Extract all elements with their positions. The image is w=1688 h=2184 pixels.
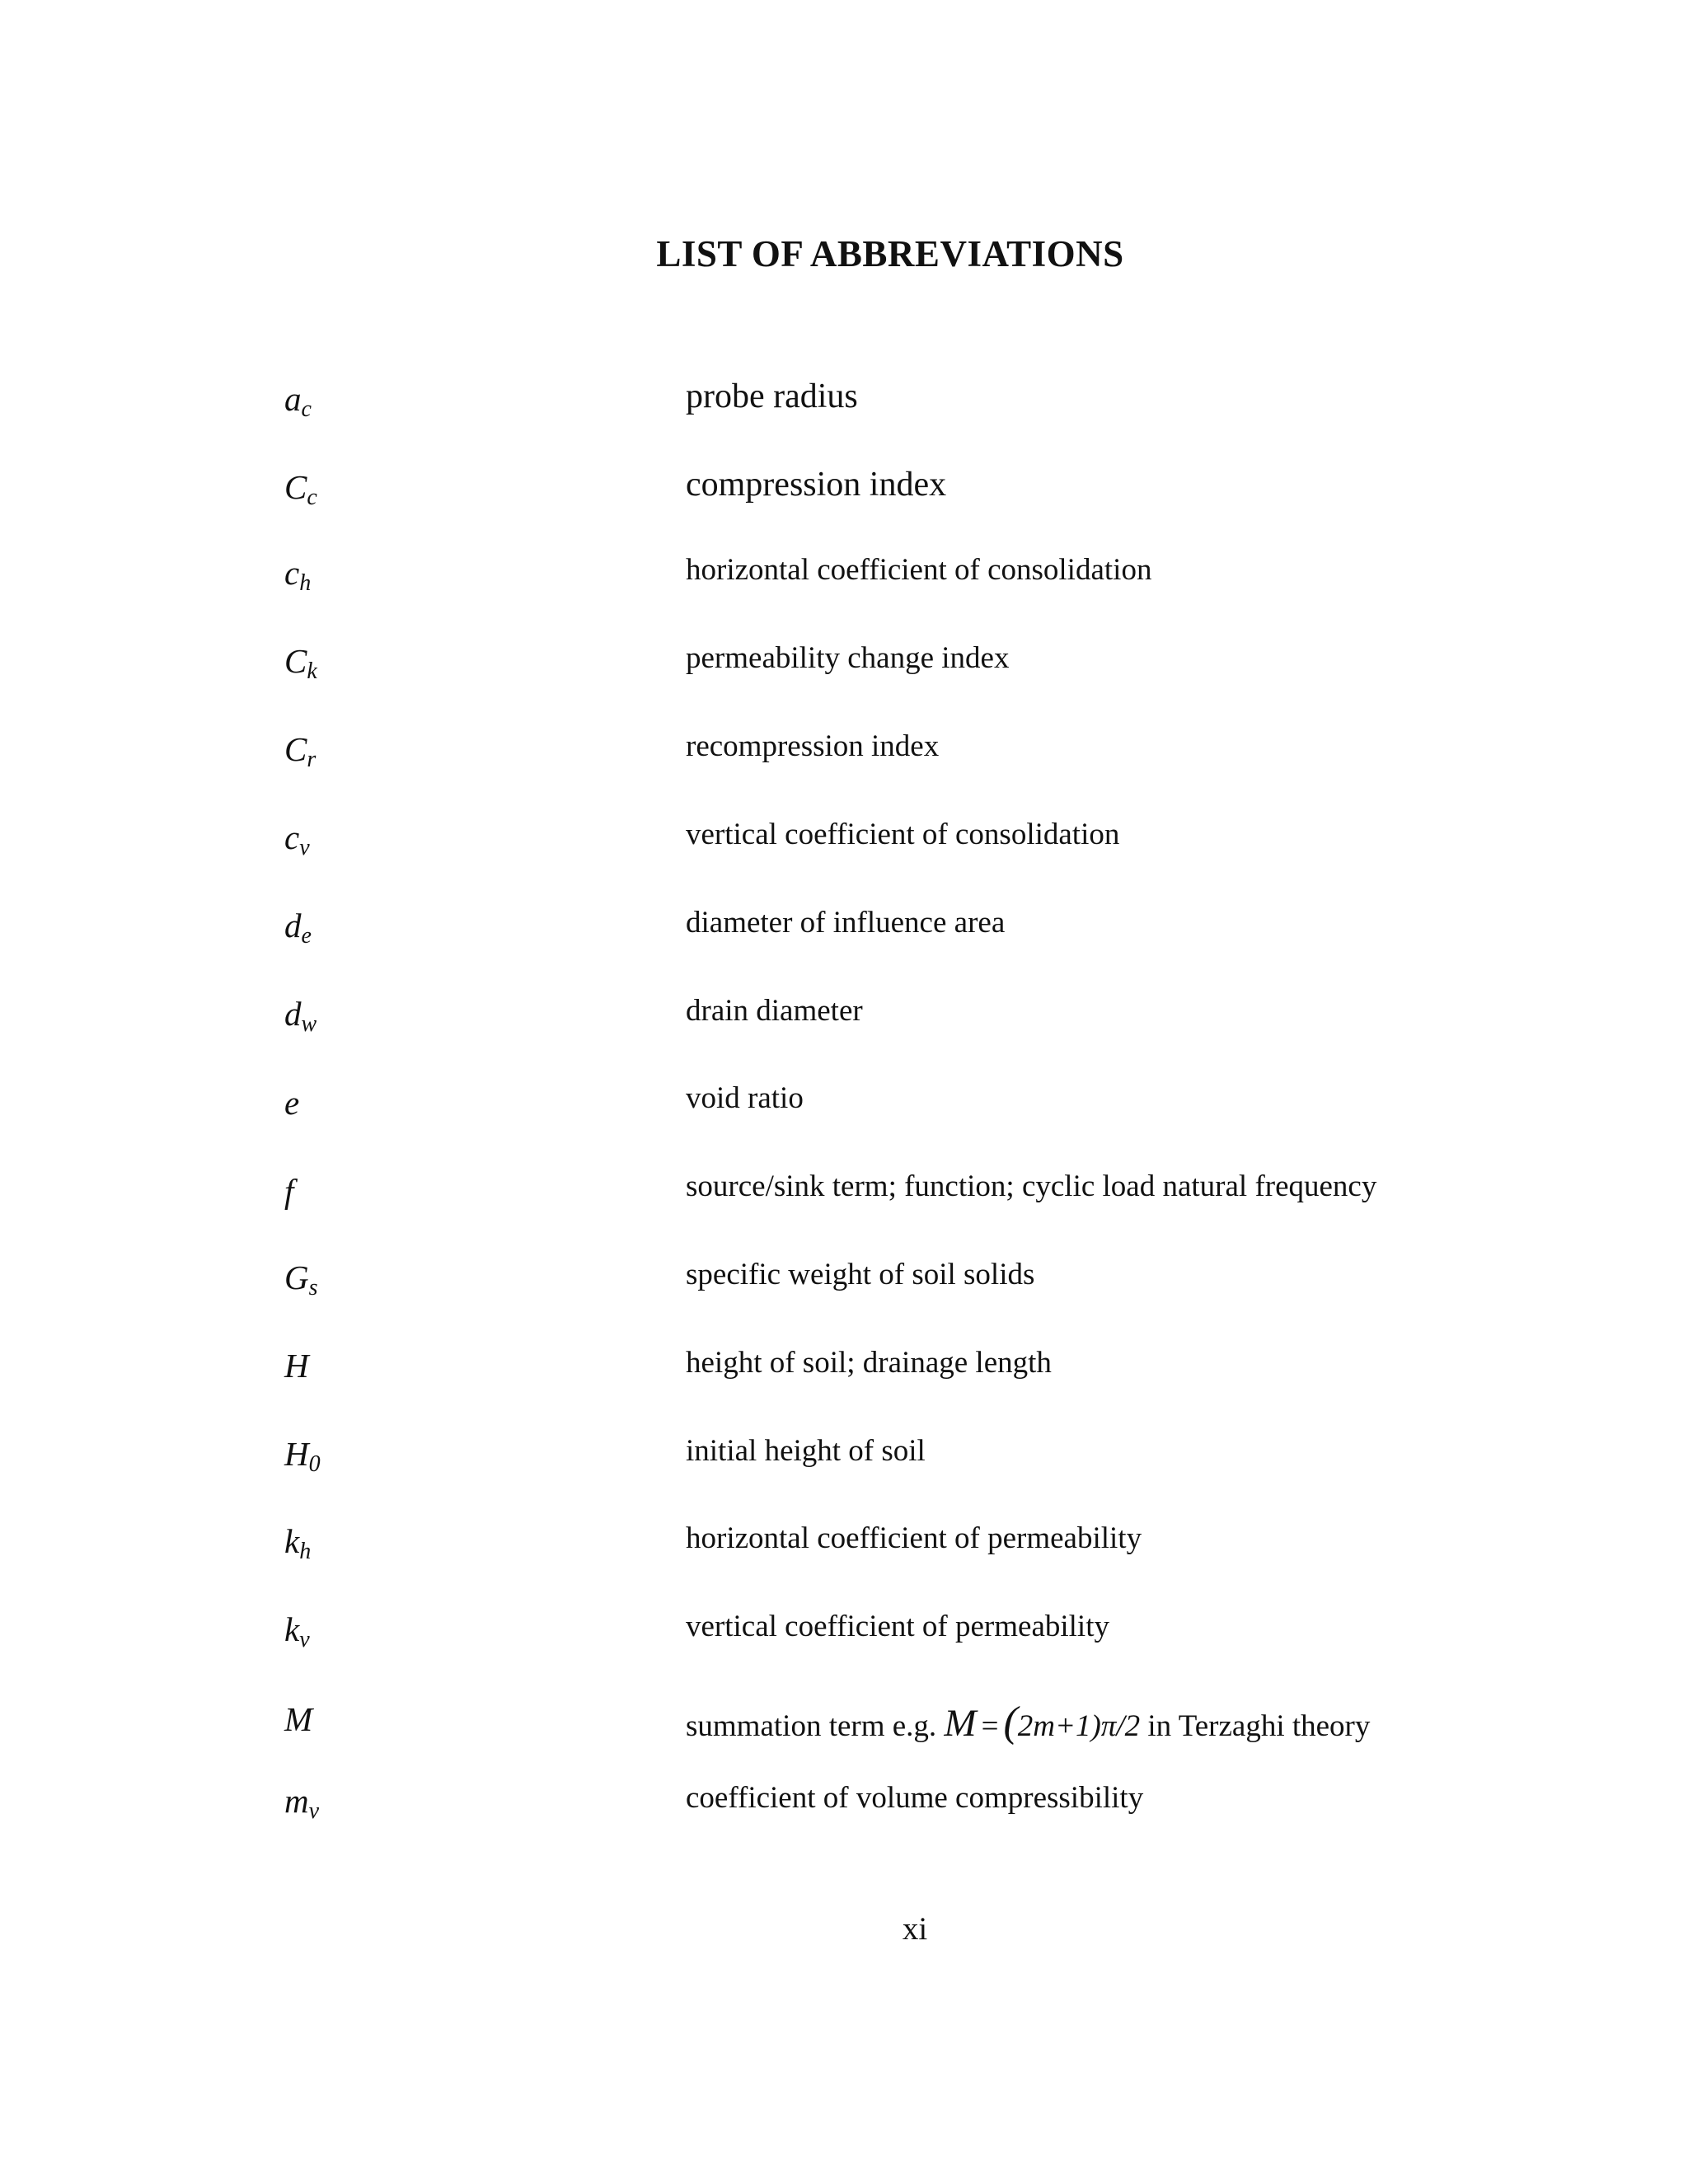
list-item bbox=[0, 643, 1688, 709]
abbreviation-description: vertical coefficient of consolidation bbox=[686, 818, 1120, 851]
abbreviation-symbol: $d_w$ bbox=[284, 995, 317, 1037]
list-item bbox=[0, 996, 1688, 1062]
abbreviation-description: compression index bbox=[686, 466, 947, 504]
list-item bbox=[0, 467, 1688, 533]
list-item bbox=[0, 1699, 1688, 1765]
list-item bbox=[0, 379, 1688, 445]
abbreviation-symbol: $C_k$ bbox=[284, 642, 317, 684]
abbreviation-symbol: H bbox=[284, 1347, 309, 1385]
list-item bbox=[0, 1083, 1688, 1149]
abbreviation-symbol: $k_h$ bbox=[284, 1522, 312, 1564]
abbreviation-description: diameter of influence area bbox=[686, 906, 1006, 940]
abbreviation-description: initial height of soil bbox=[686, 1434, 926, 1468]
abbreviation-symbol: $d_e$ bbox=[284, 907, 312, 949]
abbreviation-description: specific weight of soil solids bbox=[686, 1258, 1035, 1291]
abbreviation-symbol: e bbox=[284, 1084, 300, 1122]
abbreviation-description: height of soil; drainage length bbox=[686, 1346, 1052, 1380]
summation-formula: M = (2m+1)π/2 bbox=[944, 1699, 1141, 1746]
abbreviation-description: source/sink term; function; cyclic load natural frequency bbox=[686, 1169, 1377, 1203]
abbreviation-description: probe radius bbox=[686, 377, 858, 415]
abbreviation-symbol: $k_v$ bbox=[284, 1610, 310, 1652]
abbreviation-symbol: $c_h$ bbox=[284, 554, 312, 596]
abbreviation-symbol: $m_v$ bbox=[284, 1782, 320, 1824]
page-number: xi bbox=[902, 1911, 928, 1947]
abbreviation-description: coefficient of volume compressibility bbox=[686, 1781, 1144, 1815]
page-title: LIST OF ABBREVIATIONS bbox=[656, 233, 1124, 274]
list-item bbox=[0, 1611, 1688, 1677]
abbreviation-description: horizontal coefficient of consolidation bbox=[686, 553, 1152, 587]
list-item bbox=[0, 1436, 1688, 1502]
list-item bbox=[0, 1347, 1688, 1413]
list-item bbox=[0, 1523, 1688, 1589]
list-item bbox=[0, 731, 1688, 797]
list-item bbox=[0, 1171, 1688, 1237]
abbreviation-description: summation term e.g. M = (2m+1)π/2 in Terzaghi theory bbox=[686, 1699, 1371, 1746]
abbreviation-description: horizontal coefficient of permeability bbox=[686, 1521, 1142, 1555]
abbreviation-description: vertical coefficient of permeability bbox=[686, 1610, 1109, 1643]
abbreviation-symbol: $C_c$ bbox=[284, 468, 317, 510]
list-item bbox=[0, 1783, 1688, 1849]
abbreviation-description: drain diameter bbox=[686, 994, 863, 1028]
abbreviation-symbol: $H_0$ bbox=[284, 1435, 321, 1477]
abbreviation-symbol: M bbox=[284, 1700, 313, 1738]
abbreviation-description: void ratio bbox=[686, 1081, 804, 1115]
list-item bbox=[0, 907, 1688, 973]
list-item bbox=[0, 555, 1688, 621]
list-item bbox=[0, 1259, 1688, 1325]
abbreviation-description: permeability change index bbox=[686, 641, 1010, 675]
abbreviation-description: recompression index bbox=[686, 729, 940, 763]
abbreviation-symbol: $c_v$ bbox=[284, 818, 310, 860]
list-item bbox=[0, 819, 1688, 885]
abbreviation-symbol: $a_c$ bbox=[284, 380, 312, 422]
abbreviation-symbol: $C_r$ bbox=[284, 730, 316, 772]
abbreviation-symbol: f bbox=[284, 1172, 294, 1210]
abbreviation-symbol: $G_s$ bbox=[284, 1258, 318, 1301]
